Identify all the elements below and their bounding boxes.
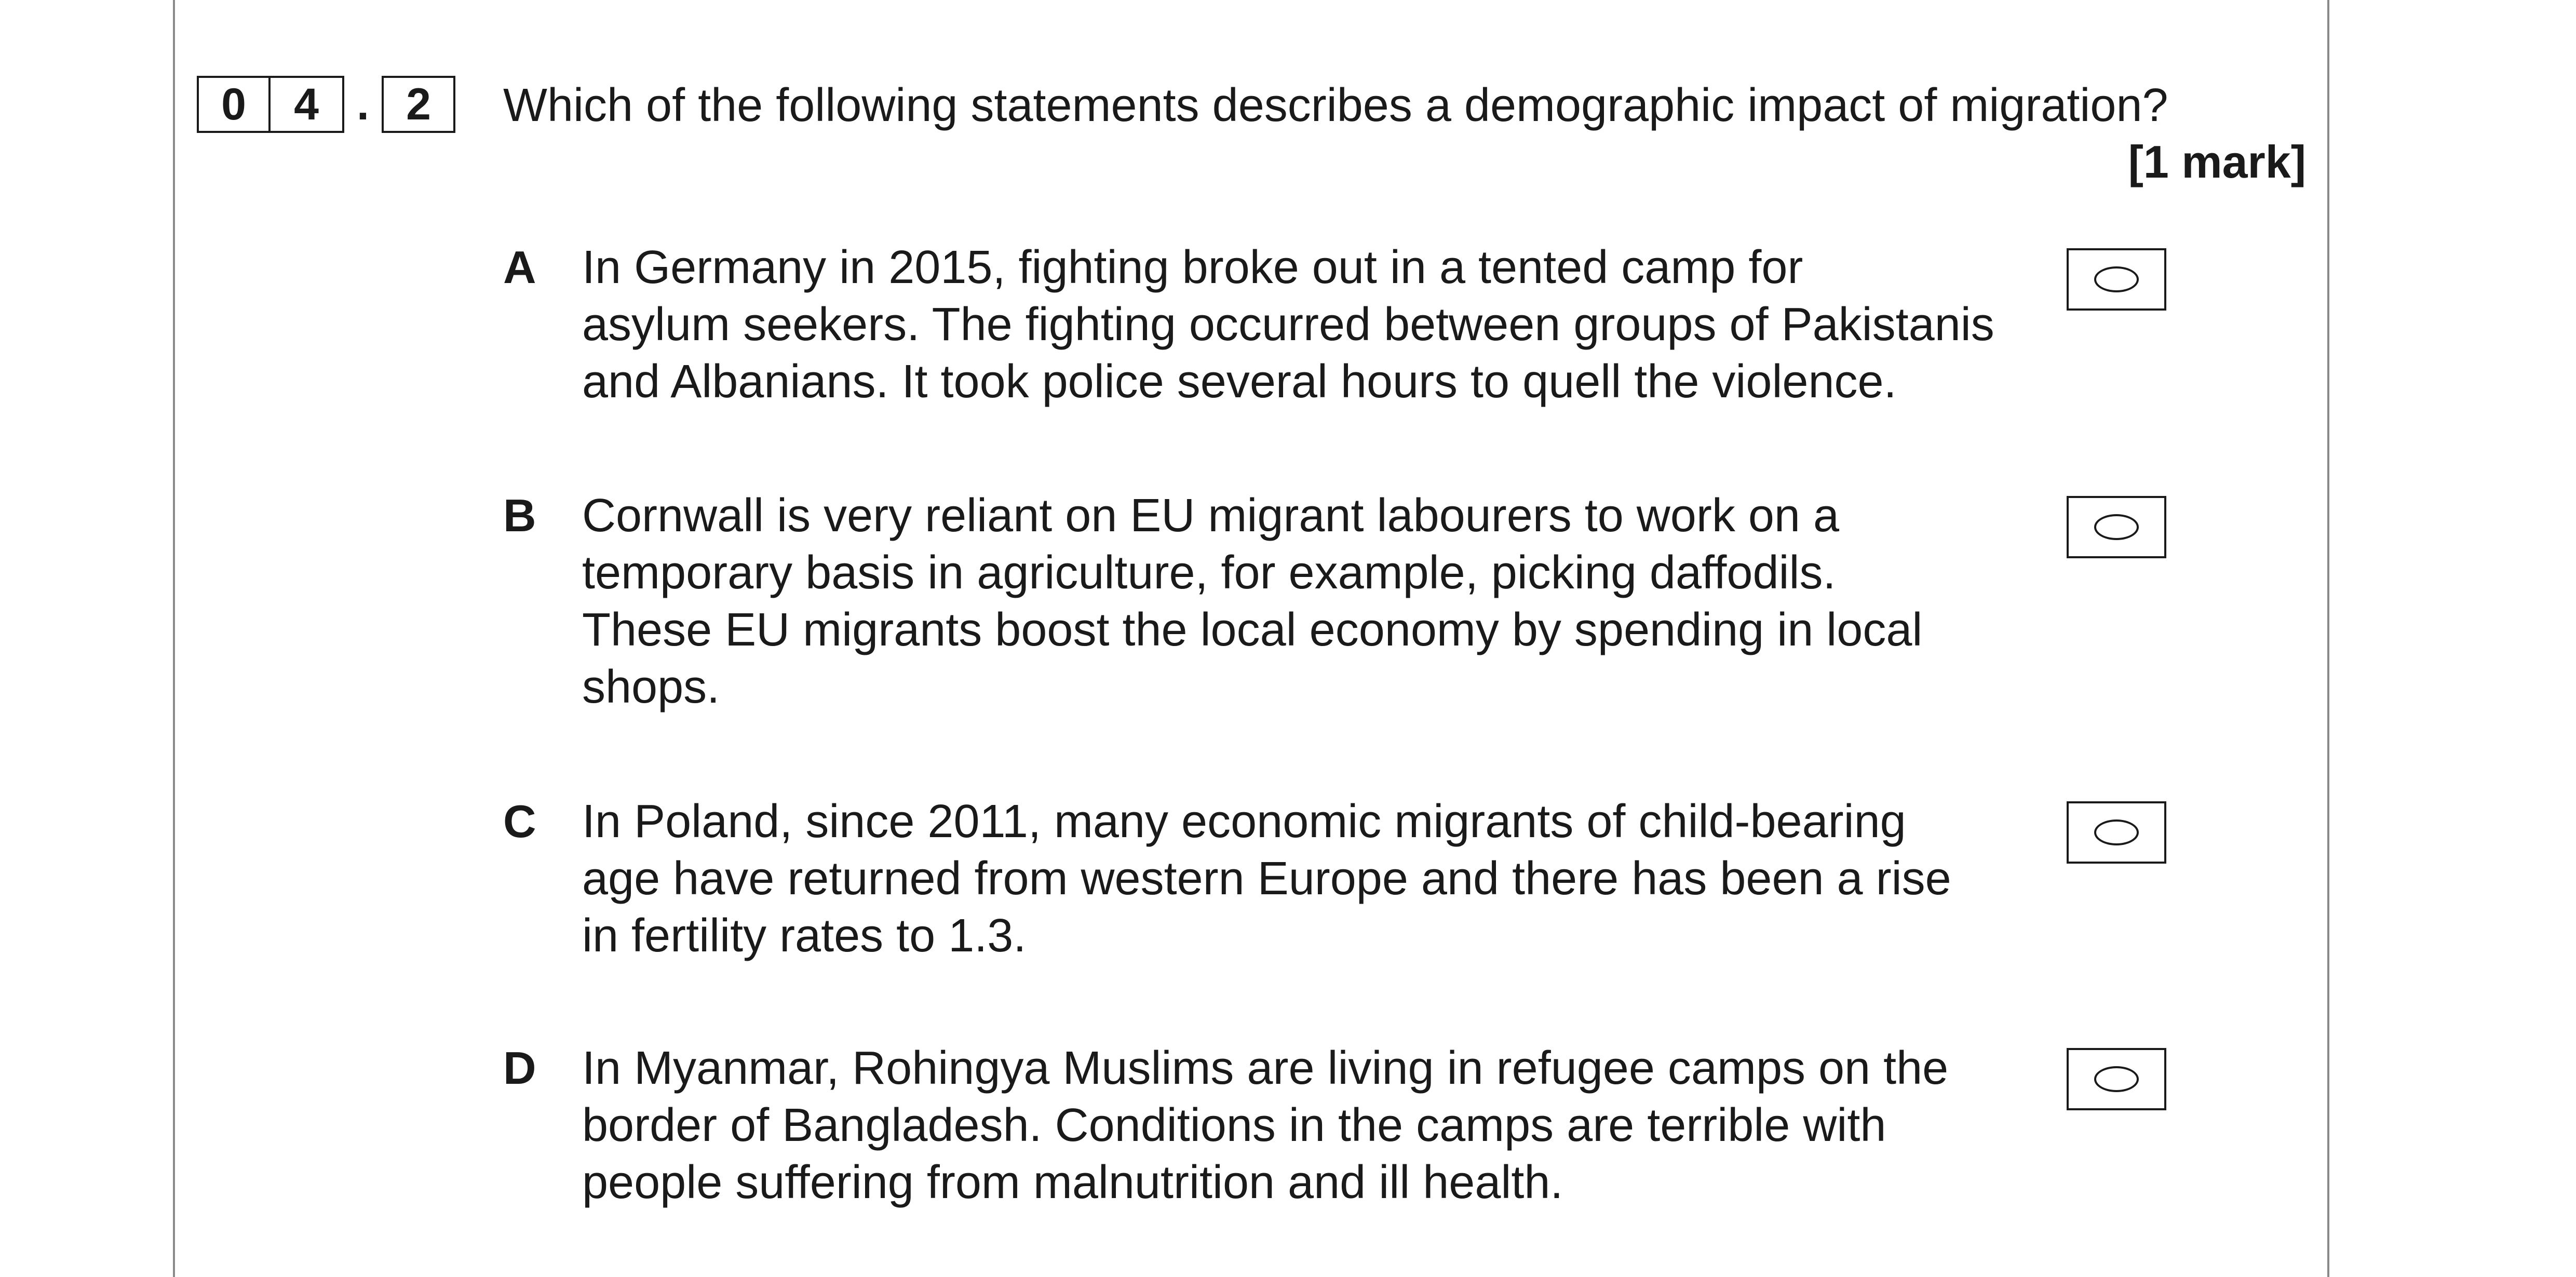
question-number (197, 74, 455, 135)
option-letter: B (503, 490, 536, 541)
question-text: Which of the following statements describes a demographic impact of migration? (503, 79, 2168, 131)
option-letter: C (503, 796, 536, 847)
option-text: In Poland, since 2011, many economic migrants of child-bearing age have returned from western Europe and there has been a rise in fertility rates to 1.3. (582, 796, 1951, 962)
option-text: Cornwall is very reliant on EU migrant labourers to work on a temporary basis in agriculture, for example, picking daffodils. These EU migrants boost the local economy by spending in local shops. (582, 490, 1923, 713)
question-digit-1: 0 (197, 76, 271, 133)
answer-oval-icon (2094, 266, 2139, 292)
answer-oval-icon (2094, 819, 2139, 845)
question-separator: . (357, 79, 369, 129)
page-border-left (173, 0, 175, 1277)
answer-box-d[interactable] (2067, 1048, 2166, 1110)
answer-oval-icon (2094, 1066, 2139, 1092)
page-border-right (2327, 0, 2329, 1277)
answer-box-a[interactable] (2067, 248, 2166, 311)
question-part-digit: 2 (382, 76, 455, 133)
answer-box-c[interactable] (2067, 801, 2166, 864)
question-digit-2: 4 (271, 76, 344, 133)
option-text: In Germany in 2015, fighting broke out in a tented camp for asylum seekers. The fighting occurred between groups of Pakistanis and Albanians. It took police several hours to quell the violence. (582, 241, 1994, 408)
answer-oval-icon (2094, 514, 2139, 540)
marks-label: [1 mark] (2128, 136, 2306, 187)
option-letter: A (503, 241, 536, 293)
option-text: In Myanmar, Rohingya Muslims are living in refugee camps on the border of Bangladesh. Conditions in the camps are terrible with people suffering from malnutrition and ill health. (582, 1042, 1949, 1208)
option-letter: D (503, 1042, 536, 1094)
answer-box-b[interactable] (2067, 496, 2166, 558)
